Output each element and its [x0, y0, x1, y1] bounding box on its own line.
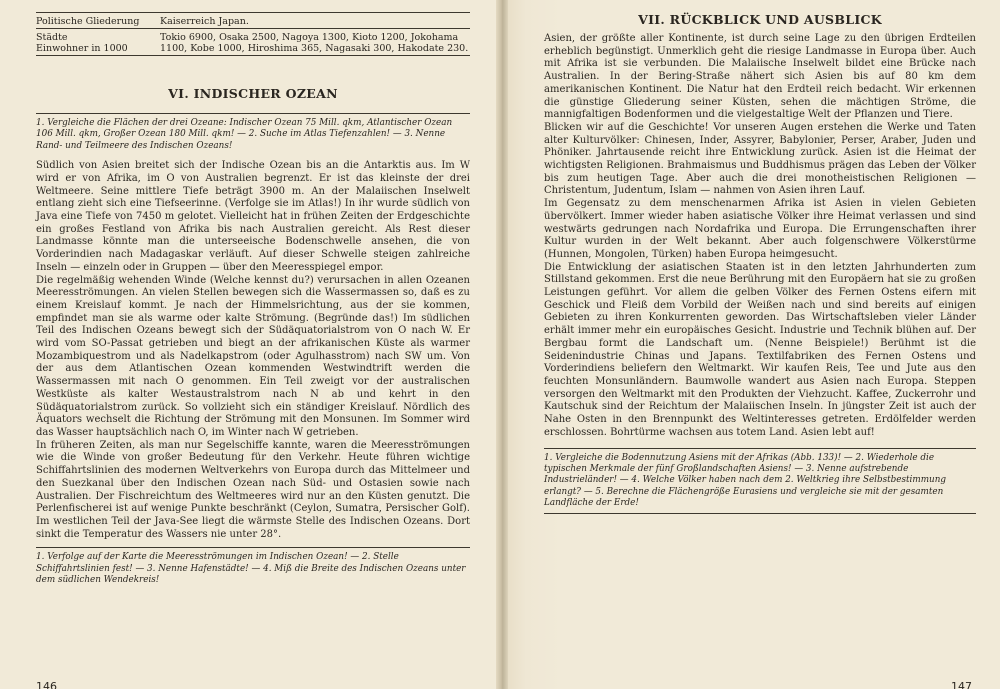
table-row	[36, 29, 470, 56]
paragraph: Südlich von Asien breitet sich der Indische Ozean bis an die Antarktis aus. Im W wird er von Afrika, im O von Australien begrenzt. Er ist das kleinste der drei Weltmeere. Seine mittlere Tiefe beträgt 3900 m. An der Malaiischen Inselwelt entlang zieht sich eine Tiefseerinne. (Verfolge sie im Atlas!) In ihr wurde südlich von Java eine Tiefe von 7450 m gelotet. Vielleicht hat in frühen Zeiten der Erdgeschichte ein großes Festland von Afrika bis nach Australien gereicht. Als Rest dieser Landmasse könnte man die unterseeische Bodenschwelle ansehen, die von Vorderindien nach Madagaskar verläuft. Auf dieser Schwelle steigen zahlreiche Inseln — einzeln oder in Gruppen — über den Meeresspiegel empor.	[36, 160, 470, 273]
page-number: 147	[951, 680, 972, 689]
chapter-heading: VI. INDISCHER OZEAN	[168, 86, 338, 101]
table-value: Tokio 6900, Osaka 2500, Nagoya 1300, Kioto 1200, Jokohama 1100, Kobe 1000, Hiroshima 365, Nagasaki 300, Hakodate 230.	[160, 29, 470, 56]
table-label: Politische Gliederung	[36, 13, 160, 29]
exercise-block: 1. Vergleiche die Flächen der drei Ozeane: Indischer Ozean 75 Mill. qkm, Atlantischer Ozean 106 Mill. qkm, Großer Ozean 180 Mill. qkm! — 2. Suche im Atlas Tiefenzahlen! — 3. Nenne Rand- und Teilmeere des Indischen Ozeans!	[36, 113, 470, 152]
paragraph: Asien, der größte aller Kontinente, ist durch seine Lage zu den übrigen Erdteilen erheblich begünstigt. Unmerklich geht die riesige Landmasse in Europa über. Auch mit Afrika ist sie verbunden. Die Malaiische Inselwelt bildet eine Brücke nach Australien. In der Bering-Straße nähert sich Asien bis auf 80 km dem amerikanischen Kontinent. Die Natur hat den Erdteil reich bedacht. Wir erkennen die günstige Gliederung seiner Küsten, sehen die mächtigen Ströme, die mannigfaltigen Bodenformen und die vielgestaltige Welt der Pflanzen und Tiere.	[544, 33, 976, 121]
exercise-block: 1. Verfolge auf der Karte die Meeresströmungen im Indischen Ozean! — 2. Stelle Schiffahrtslinien fest! — 3. Nenne Hafenstädte! — 4. Miß die Breite des Indischen Ozeans unter dem südlichen Wendekreis!	[36, 547, 470, 586]
body-text	[36, 160, 470, 541]
right-page	[502, 0, 1000, 689]
paragraph: Blicken wir auf die Geschichte! Vor unseren Augen erstehen die Werke und Taten alter Kulturvölker: Chinesen, Inder, Assyrer, Babylonier, Perser, Araber, Juden und Phöniker. Jahrtausende reicht ihre Entwicklung zurück. Asien ist die Heimat der wichtigsten Religionen. Brahmaismus und Buddhismus prägen das Leben der Völker bis zum heutigen Tage. Aber auch die drei monotheistischen Religionen — Christentum, Judentum, Islam — nahmen von Asien ihren Lauf.	[544, 121, 976, 197]
japan-data-table	[36, 12, 470, 56]
book-gutter	[496, 0, 508, 689]
paragraph: Die regelmäßig wehenden Winde (Welche kennst du?) verursachen in allen Ozeanen Meeresströmungen. An vielen Stellen bewegen sich die Wassermassen so, daß es zu einem Kreislauf kommt. Je nach der Himmelsrichtung, aus der sie kommen, empfindet man sie als warme oder kalte Strömung. (Begründe das!) Im südlichen Teil des Indischen Ozeans bewegt sich der Südäquatorialstrom von O nach W. Er wird vom SO-Passat getrieben und biegt an der afrikanischen Küste als warmer Mozambiquestrom und als Nadelkapstrom (oder Agulhasstrom) nach SW um. Von der aus dem Atlantischen Ozean kommenden Westwindtrift werden die Wassermassen mit nach O genommen. Ein Teil zweigt vor der australischen Westküste als kalter Westaustralstrom nach N ab und kehrt in den Südäquatorialstrom zurück. So vollzieht sich ein ständiger Kreislauf. Nördlich des Äquators wechselt die Richtung der Strömung mit den Monsunen. Im Sommer wird das Wasser hauptsächlich nach O, im Winter nach W getrieben.	[36, 274, 470, 438]
table-label: Städte Einwohner in 1000	[36, 29, 160, 56]
exercise-block: 1. Vergleiche die Bodennutzung Asiens mit der Afrikas (Abb. 133)! — 2. Wiederhole die typischen Merkmale der fünf Großlandschaften Asiens! — 3. Nenne aufstrebende Industrieländer! — 4. Welche Völker haben nach dem 2. Weltkrieg ihre Selbstbestimmung erlangt? — 5. Berechne die Flächengröße Eurasiens und vergleiche sie mit der gesamten Landfläche der Erde!	[544, 448, 976, 514]
body-text	[544, 33, 976, 440]
paragraph: Im Gegensatz zu dem menschenarmen Afrika ist Asien in vielen Gebieten übervölkert. Immer wieder haben asiatische Völker ihre Heimat verlassen und sind westwärts gedrungen nach Nordafrika und Europa. Die Errungenschaften ihrer Kultur wurden in der Welt bekannt. Aber auch folgenschwere Völkerstürme (Hunnen, Mongolen, Türken) haben Europa heimgesucht.	[544, 198, 976, 260]
page-number: 146	[36, 680, 57, 689]
table-value: Kaiserreich Japan.	[160, 13, 470, 29]
table-row	[36, 13, 470, 29]
chapter-heading: VII. RÜCKBLICK UND AUSBLICK	[638, 12, 882, 27]
paragraph: In früheren Zeiten, als man nur Segelschiffe kannte, waren die Meeresströmungen wie die Winde von großer Bedeutung für den Verkehr. Heute führen wichtige Schiffahrtslinien des modernen Weltverkehrs von Europa durch das Mittelmeer und den Suezkanal über den Indischen Ozean nach Süd- und Ostasien sowie nach Australien. Der Fischreichtum des Weltmeeres wird nur an den Küsten genutzt. Die Perlenfischerei ist auf wenige Punkte beschränkt (Ceylon, Sumatra, Persischer Golf). Im westlichen Teil der Java-See liegt die wärmste Stelle des Indischen Ozeans. Dort sinkt die Temperatur des Wassers nie unter 28°.	[36, 439, 470, 540]
paragraph: Die Entwicklung der asiatischen Staaten ist in den letzten Jahrhunderten zum Stillstand gekommen. Erst die neue Berührung mit den Europäern hat sie zu großen Leistungen geführt. Vor allem die gelben Völker des Fernen Ostens eifern mit Geschick und Fleiß dem Vorbild der Weißen nach und sind bereits auf einigen Gebieten zu ihren Konkurrenten geworden. Das Wirtschaftsleben vieler Länder erhält immer mehr ein europäisches Gesicht. Industrie und Technik blühen auf. Der Bergbau formt die Landschaft um. (Nenne Beispiele!) Berühmt ist die Seidenindustrie Chinas und Japans. Textilfabriken des Fernen Ostens und Vorderindiens beliefern den Weltmarkt. Wir kaufen Reis, Tee und Jute aus den feuchten Monsunländern. Baumwolle wandert aus Asien nach Europa. Steppen versorgen den Weltmarkt mit den Produkten der Viehzucht. Kaffee, Zuckerrohr und Kautschuk sind der Reichtum der Malaiischen Inseln. In jüngster Zeit ist auch der Nahe Osten in den Brennpunkt des Weltinteresses getreten. Erdölfelder werden erschlossen. Bohrtürme wachsen aus totem Land. Asien lebt auf!	[544, 261, 976, 438]
